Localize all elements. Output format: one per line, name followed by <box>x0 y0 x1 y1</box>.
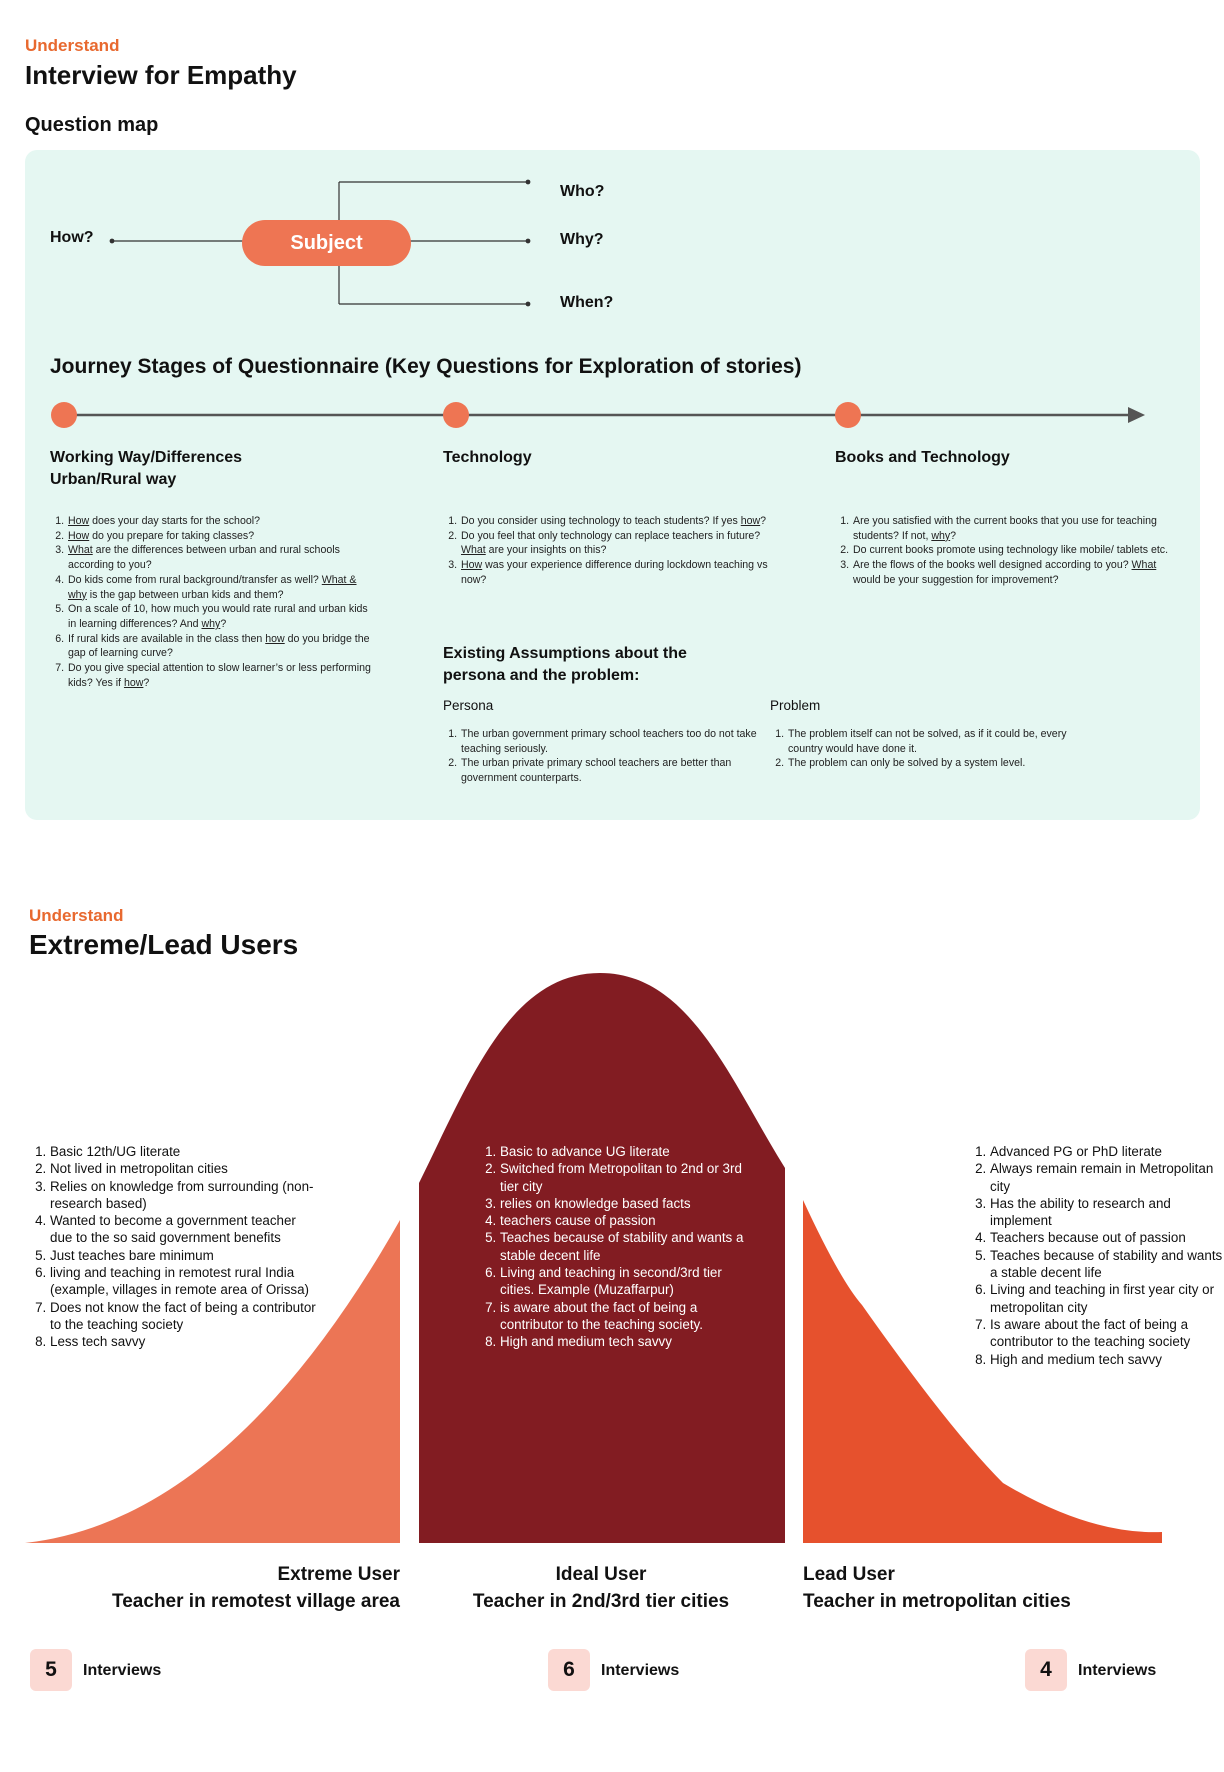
stage-question: 7. Do you give special attention to slow learner’s or less performing kids? Yes if how? <box>67 661 372 690</box>
user-trait: 3. Relies on knowledge from surrounding (non-research based) <box>50 1178 320 1213</box>
question-keyword: how <box>265 632 285 645</box>
user-trait: 2. Not lived in metropolitan cities <box>50 1160 320 1177</box>
user-trait: 1. Basic to advance UG literate <box>500 1143 750 1160</box>
lead-user-traits <box>968 1143 1224 1368</box>
ideal-user-traits <box>478 1143 750 1351</box>
question-keyword: how <box>123 676 144 689</box>
question-how: How? <box>50 229 94 246</box>
stage-question: 1. Are you satisfied with the current books that you use for teaching students? If not, why? <box>852 514 1172 543</box>
stage-2-questions <box>443 514 780 588</box>
user-trait: 7. Does not know the fact of being a contributor to the teaching society <box>50 1299 320 1334</box>
stage-3-title <box>835 447 1010 469</box>
user-trait: 4. teachers cause of passion <box>500 1212 750 1229</box>
user-trait: 4. Wanted to become a government teacher due to the so said government benefits <box>50 1212 320 1247</box>
stage-question: 2. Do current books promote using technology like mobile/ tablets etc. <box>852 543 1172 558</box>
stage-question: 2. How do you prepare for taking classes? <box>67 529 372 544</box>
question-keyword: What <box>461 544 486 557</box>
user-trait: 3. Has the ability to research and implement <box>990 1195 1224 1230</box>
user-trait: 5. Teaches because of stability and wants a stable decent life <box>500 1229 750 1264</box>
user-trait: 6. Living and teaching in first year city or metropolitan city <box>990 1281 1224 1316</box>
lead-user-desc: Teacher in metropolitan cities <box>803 1591 1071 1612</box>
ideal-user-interview-label: Interviews <box>601 1662 680 1679</box>
persona-item: 2. The urban private primary school teachers are better than government counterparts. <box>460 756 770 785</box>
user-trait: 1. Basic 12th/UG literate <box>50 1143 320 1160</box>
stage-question: 5. On a scale of 10, how much you would rate rural and urban kids in learning differences? And why? <box>67 602 372 631</box>
section1-title: Interview for Empathy <box>25 60 297 90</box>
extreme-user-traits <box>28 1143 320 1351</box>
stage-3-questions <box>835 514 1172 588</box>
journey-title: Journey Stages of Questionnaire (Key Questions for Exploration of stories) <box>50 355 802 378</box>
question-keyword: What <box>68 544 93 557</box>
stage-1-title-line1: Working Way/Differences <box>50 449 243 466</box>
extreme-user-name: Extreme User <box>277 1564 400 1585</box>
user-trait: 8. Less tech savvy <box>50 1333 320 1350</box>
user-trait: 6. Living and teaching in second/3rd tier cities. Example (Muzaffarpur) <box>500 1264 750 1299</box>
stage-question: 3. How was your experience difference during lockdown teaching vs now? <box>460 558 780 587</box>
problem-label: Problem <box>770 698 821 713</box>
user-trait: 7. Is aware about the fact of being a contributor to the teaching society <box>990 1316 1224 1351</box>
problem-list <box>770 727 1087 771</box>
extreme-user-desc: Teacher in remotest village area <box>112 1591 400 1612</box>
persona-list <box>443 727 770 786</box>
user-trait: 2. Switched from Metropolitan to 2nd or 3rd tier city <box>500 1160 750 1195</box>
question-keyword: how <box>740 515 761 527</box>
section2-title: Extreme/Lead Users <box>29 929 299 960</box>
user-trait: 5. Just teaches bare minimum <box>50 1247 320 1264</box>
stage-question: 2. Do you feel that only technology can replace teachers in future? What are your insights on this? <box>460 529 780 558</box>
problem-item: 2. The problem can only be solved by a system level. <box>787 756 1087 771</box>
stage-question: 6. If rural kids are available in the class then how do you bridge the gap of learning curve? <box>67 632 372 661</box>
ideal-user-desc: Teacher in 2nd/3rd tier cities <box>472 1591 730 1612</box>
stage-question: 1. How does your day starts for the school? <box>67 514 372 529</box>
persona-item: 1. The urban government primary school teachers too do not take teaching seriously. <box>460 727 770 756</box>
user-trait: 8. High and medium tech savvy <box>500 1333 750 1350</box>
stage-1-title <box>50 447 242 491</box>
assumptions-title <box>443 643 687 687</box>
assumptions-title-line1: Existing Assumptions about the <box>443 645 687 662</box>
stage-1-title-line2: Urban/Rural way <box>50 471 177 488</box>
user-trait: 6. living and teaching in remotest rural India (example, villages in remote area of Orissa) <box>50 1264 320 1299</box>
stage-question: 3. Are the flows of the books well designed according to you? What would be your suggestion for improvement? <box>852 558 1172 587</box>
lead-user-name: Lead User <box>803 1564 895 1585</box>
user-trait: 5. Teaches because of stability and wants a stable decent life <box>990 1247 1224 1282</box>
question-keyword: How <box>68 529 90 542</box>
question-keyword: why <box>201 617 221 630</box>
user-trait: 8. High and medium tech savvy <box>990 1351 1224 1368</box>
subject-node: Subject <box>242 220 411 266</box>
question-keyword: why <box>931 529 951 542</box>
assumptions-title-line2: persona and the problem: <box>443 667 640 684</box>
question-keyword: What & why <box>68 573 357 601</box>
user-trait: 1. Advanced PG or PhD literate <box>990 1143 1224 1160</box>
section1-eyebrow: Understand <box>25 36 120 55</box>
user-trait: 3. relies on knowledge based facts <box>500 1195 750 1212</box>
question-when: When? <box>560 294 614 311</box>
section1-subtitle: Question map <box>25 114 159 136</box>
question-why: Why? <box>560 231 604 248</box>
stage-question: 1. Do you consider using technology to teach students? If yes how? <box>460 514 780 529</box>
section2-eyebrow: Understand <box>29 906 124 925</box>
question-keyword: What <box>1131 559 1157 572</box>
lead-user-interview-label: Interviews <box>1078 1662 1157 1679</box>
stage-question: 3. What are the differences between urban and rural schools according to you? <box>67 543 372 572</box>
stage-2-title <box>443 447 532 469</box>
user-trait: 2. Always remain remain in Metropolitan city <box>990 1160 1224 1195</box>
lead-user-caption <box>803 1561 1071 1615</box>
question-who: Who? <box>560 183 605 200</box>
journey-timeline <box>0 390 1224 440</box>
question-keyword: How <box>461 559 483 572</box>
ideal-user-caption <box>400 1561 802 1615</box>
question-keyword: How <box>68 515 90 527</box>
question-map-connectors <box>0 0 1224 340</box>
extreme-user-interview-label: Interviews <box>83 1662 162 1679</box>
stage-3-title-line1: Books and Technology <box>835 449 1010 466</box>
stage-2-title-line1: Technology <box>443 449 532 466</box>
user-trait: 7. is aware about the fact of being a contributor to the teaching society. <box>500 1299 750 1334</box>
ideal-user-name: Ideal User <box>555 1564 647 1585</box>
extreme-user-interview-count: 5 <box>30 1649 72 1691</box>
stage-question: 4. Do kids come from rural background/transfer as well? What & why is the gap between urban kids and them? <box>67 573 372 602</box>
user-trait: 4. Teachers because out of passion <box>990 1229 1224 1246</box>
ideal-user-interview-count: 6 <box>548 1649 590 1691</box>
stage-1-questions <box>50 514 372 690</box>
extreme-user-caption <box>112 1561 400 1615</box>
lead-user-interview-count: 4 <box>1025 1649 1067 1691</box>
persona-label: Persona <box>443 698 494 713</box>
problem-item: 1. The problem itself can not be solved, as if it could be, every country would have done it. <box>787 727 1087 756</box>
